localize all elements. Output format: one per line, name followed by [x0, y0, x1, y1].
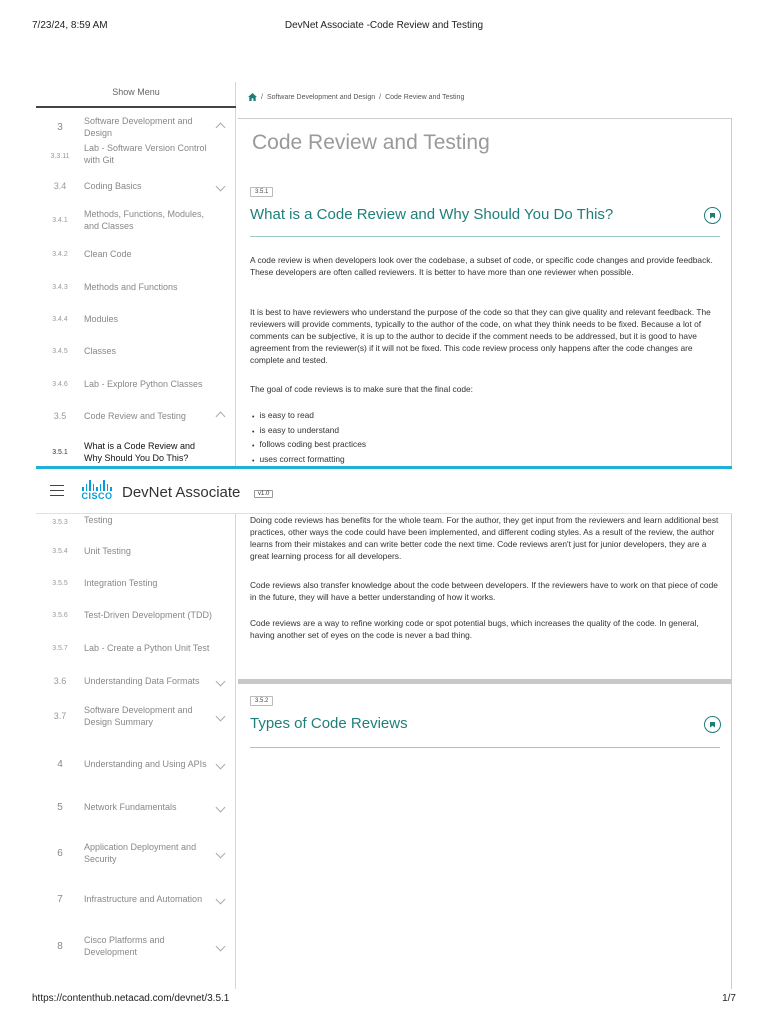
sidebar-item-3-5-3[interactable] [36, 514, 236, 526]
sidebar-item-label: Code Review and Testing [84, 411, 186, 421]
chevron-down-icon[interactable] [216, 941, 226, 951]
version-badge: v1.0 [254, 490, 273, 498]
paragraph: The goal of code reviews is to make sure that the final code: [250, 384, 473, 394]
sidebar-item-3-4-5[interactable] [36, 341, 236, 361]
chevron-down-icon[interactable] [216, 802, 226, 812]
sidebar-item-number: 4 [57, 758, 63, 770]
sidebar-item-3-5-5[interactable] [36, 573, 236, 593]
sidebar-item-number: 3.5.7 [52, 644, 68, 652]
sidebar-item-number: 3 [57, 121, 63, 133]
sidebar-item-3-4[interactable] [36, 176, 236, 196]
sidebar-item-3-4-3[interactable] [36, 277, 236, 297]
home-icon[interactable] [248, 93, 257, 101]
section-3-5-2 [238, 684, 732, 989]
sidebar-item-label: Application Deployment and Security [84, 842, 197, 864]
sidebar-item-3-5-4[interactable] [36, 541, 236, 561]
breadcrumb-item-software-development[interactable]: Software Development and Design [266, 93, 376, 101]
sidebar-item-label: Lab - Explore Python Classes [84, 379, 203, 389]
sidebar-item-3-5-6[interactable] [36, 605, 236, 625]
sidebar-item-label: Understanding and Using APIs [84, 759, 207, 769]
section-title: Types of Code Reviews [250, 715, 408, 732]
sidebar-item-number: 3.4.6 [52, 380, 68, 388]
sidebar-item-label: Lab - Create a Python Unit Test [84, 643, 210, 653]
print-url: https://contenthub.netacad.com/devnet/3.5.1 [32, 993, 230, 1004]
section-divider [250, 747, 720, 748]
breadcrumb-separator: / [261, 93, 263, 101]
paragraph: Code reviews are a way to refine working code or spot potential bugs, which increases the quality of the code. In general, having another set of eyes on the code is never a bad thing. [250, 618, 699, 640]
chevron-up-icon[interactable] [216, 122, 226, 132]
sidebar-item-3-5-7[interactable] [36, 638, 236, 658]
page-title: Code Review and Testing [252, 131, 490, 154]
sidebar-item-3-4-2[interactable] [36, 244, 236, 264]
sidebar-item-number: 3.6 [53, 676, 67, 686]
cisco-bars-icon [80, 480, 114, 491]
sidebar-item-number: 3.5 [53, 411, 67, 421]
sidebar-item-3[interactable] [36, 112, 236, 142]
sidebar-item-number: 3.4 [53, 181, 67, 191]
sidebar-item-number: 5 [57, 801, 63, 813]
show-menu-button[interactable]: Show Menu [36, 82, 236, 108]
sidebar-item-label: Cisco Platforms and Development [84, 935, 165, 957]
sidebar-item-number: 3.4.2 [52, 250, 68, 258]
sidebar-item-label: Methods, Functions, Modules, and Classes [84, 209, 205, 231]
sidebar-item-label: Infrastructure and Automation [84, 894, 203, 904]
paragraph: A code review is when developers look over the codebase, a subset of code, or specific code changes and provide feedback. These developers are often called reviewers. It is better to have more than one reviewer when possible. [250, 255, 713, 277]
cisco-logo[interactable] [80, 480, 114, 504]
sidebar-item-number: 3.4.3 [52, 283, 68, 291]
sidebar-item-number: 3.5.6 [52, 611, 68, 619]
hamburger-menu-icon[interactable] [50, 485, 64, 496]
chevron-down-icon[interactable] [216, 676, 226, 686]
sidebar-item-7[interactable] [36, 885, 236, 913]
chevron-down-icon[interactable] [216, 848, 226, 858]
sidebar-item-number: 8 [57, 940, 63, 952]
app-title[interactable]: DevNet Associate [122, 484, 241, 501]
sidebar-item-6[interactable] [36, 839, 236, 867]
sidebar-item-5[interactable] [36, 797, 236, 817]
print-header [0, 20, 768, 34]
sidebar [36, 82, 236, 989]
sidebar-item-label: Integration Testing [84, 578, 158, 588]
sidebar-item-3-3-11[interactable] [36, 142, 236, 166]
main-content [238, 118, 732, 468]
sidebar-item-number: 3.5.5 [52, 579, 68, 587]
print-doc-title: DevNet Associate -Code Review and Testing [284, 20, 484, 31]
sidebar-item-number: 3.7 [53, 711, 67, 721]
paragraph: Doing code reviews has benefits for the whole team. For the author, they get input from the reviewers and learn additional best practices, other ways the code could have been implemented, and different coding styles. As a result of the review, the author learns from their mistakes and can write better code the next time. Code reviews aren't just for junior developers, they are a great learning process for all developers. [250, 515, 719, 561]
sidebar-item-number: 3.4.4 [52, 315, 68, 323]
section-title: What is a Code Review and Why Should You Do This? [250, 206, 614, 223]
sidebar-item-3-4-1[interactable] [36, 206, 236, 234]
print-datetime: 7/23/24, 8:59 AM [32, 20, 108, 31]
sidebar-item-label: What is a Code Review and Why Should You Do This? [84, 441, 196, 463]
sidebar-item-number: 3.5.1 [52, 448, 68, 456]
sidebar-item-3-4-6[interactable] [36, 374, 236, 394]
breadcrumb-item-code-review[interactable]: Code Review and Testing [385, 93, 465, 101]
chevron-down-icon[interactable] [216, 759, 226, 769]
sidebar-item-3-5-1[interactable] [36, 437, 236, 467]
sidebar-item-8[interactable] [36, 932, 236, 960]
sidebar-item-number: 6 [57, 847, 63, 859]
chevron-up-icon[interactable] [216, 411, 226, 421]
chevron-down-icon[interactable] [216, 711, 226, 721]
sidebar-item-label: Software Development and Design Summary [84, 705, 193, 727]
section-badge: 3.5.1 [250, 187, 273, 197]
sidebar-item-label: Software Development and Design [84, 116, 193, 138]
list-item: • is easy to understand [252, 424, 366, 439]
paragraph: It is best to have reviewers who understand the purpose of the code so that they can give quality and relevant feedback. The reviewers will provide comments, typically to the author of the code, on what they think needs to be fixed. Because a lot of comments can be subjective, it is up to the author to decide if the comment needs to be addressed, but it is good to have agreement from the reviewer(s) if it will not be fixed. This code review process only happens after the code changes are complete and tested. [250, 307, 711, 365]
sidebar-item-3-5[interactable] [36, 406, 236, 426]
sidebar-item-number: 7 [57, 893, 63, 905]
print-page-number: 1/7 [722, 993, 736, 1004]
paragraph: Code reviews also transfer knowledge about the code between developers. If the reviewers have to work on that piece of code in the future, they will have a better understanding of how it works. [250, 580, 718, 602]
section-badge: 3.5.2 [250, 696, 273, 706]
sidebar-item-label: Methods and Functions [84, 282, 178, 292]
sidebar-item-label: Modules [84, 314, 119, 324]
sidebar-item-label: Classes [84, 346, 117, 356]
sidebar-item-number: 3.5.4 [52, 547, 68, 555]
top-navigation-bar [36, 466, 732, 514]
sidebar-item-4[interactable] [36, 750, 236, 778]
sidebar-item-label: Lab - Software Version Control with Git [84, 143, 207, 165]
sidebar-item-label: Coding Basics [84, 181, 142, 191]
chevron-down-icon[interactable] [216, 181, 226, 191]
section-divider [250, 236, 720, 237]
list-item: • follows coding best practices [252, 438, 366, 453]
sidebar-item-label: Unit Testing [84, 546, 131, 556]
sidebar-item-number: 3.3.11 [50, 153, 70, 160]
list-item: • is easy to read [252, 409, 366, 424]
sidebar-item-number: 3.4.1 [52, 216, 68, 224]
cisco-wordmark: CISCO [81, 491, 113, 501]
list-item: • uses correct formatting [252, 453, 366, 468]
sidebar-item-number: 3.5.3 [52, 519, 68, 526]
sidebar-item-3-4-4[interactable] [36, 309, 236, 329]
sidebar-item-label: Understanding Data Formats [84, 676, 200, 686]
bookmark-icon[interactable] [704, 716, 721, 733]
sidebar-item-label: Clean Code [84, 249, 132, 259]
sidebar-item-label: Testing [84, 515, 113, 525]
sidebar-item-3-6[interactable] [36, 671, 236, 691]
sidebar-item-label: Test-Driven Development (TDD) [84, 610, 213, 620]
bookmark-icon[interactable] [704, 207, 721, 224]
chevron-down-icon[interactable] [216, 894, 226, 904]
sidebar-item-number: 3.4.5 [52, 347, 68, 355]
breadcrumb-separator: / [379, 93, 382, 101]
sidebar-item-3-7[interactable] [36, 702, 236, 730]
main-content-continued [238, 514, 732, 684]
breadcrumb [248, 93, 464, 101]
sidebar-item-label: Network Fundamentals [84, 802, 177, 812]
